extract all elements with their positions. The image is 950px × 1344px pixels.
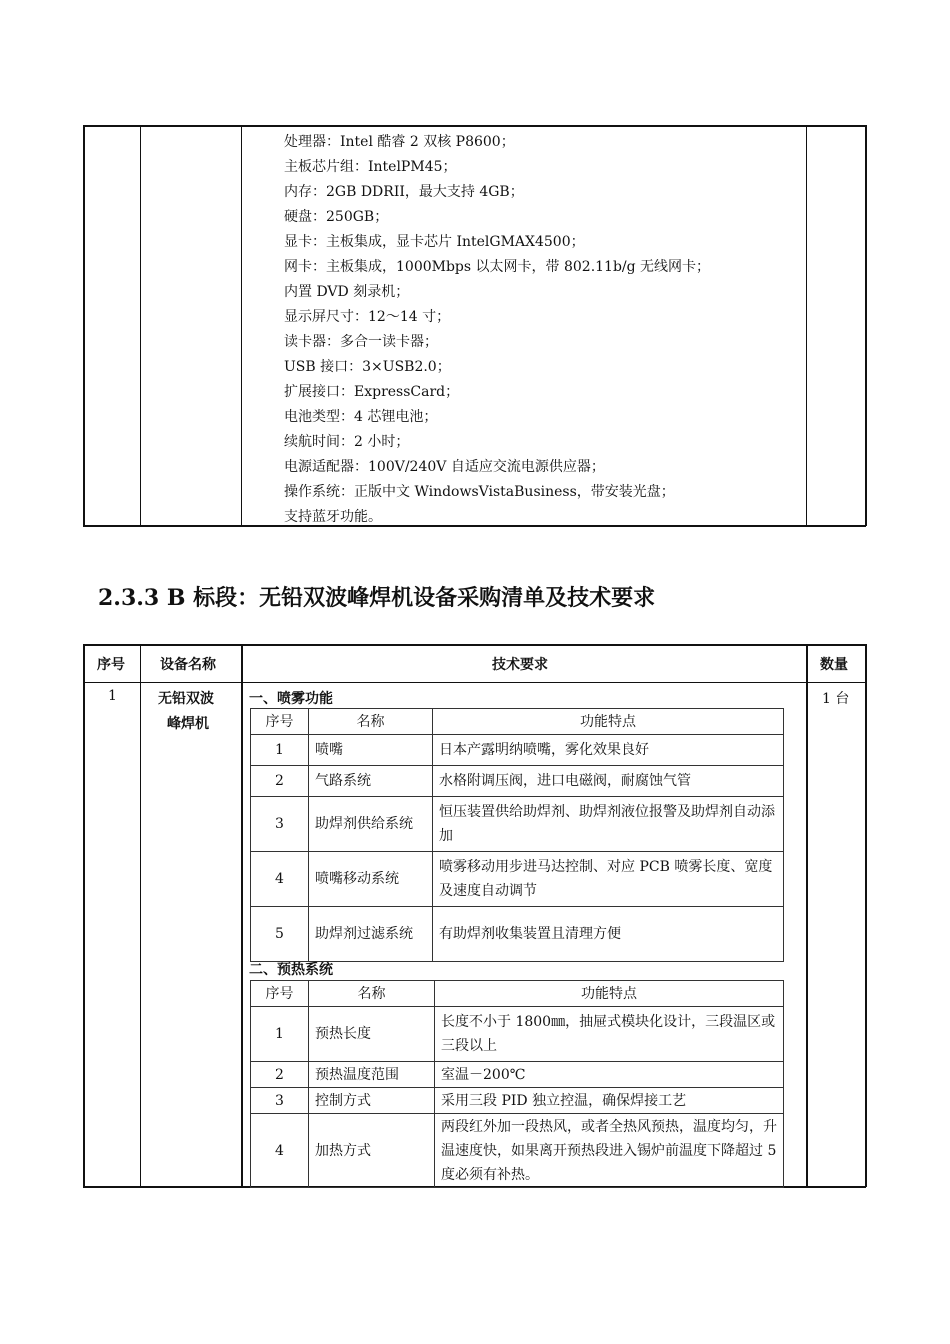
spec-item: 内置 DVD 刻录机；: [284, 284, 410, 300]
cell-seq: 2: [251, 1062, 309, 1088]
device-name-line1: 无铅双波: [158, 691, 214, 707]
section-heading: 2.3.3 B 标段：无铅双波峰焊机设备采购清单及技术要求: [98, 585, 656, 611]
table-row: [251, 1007, 784, 1062]
cell-feature: 两段红外加一段热风，或者全热风预热，温度均匀，升温速度快，如果离开预热段进入锡炉前温度下降超过 5 度必须有补热。: [435, 1114, 784, 1188]
spec-item: 扩展接口：ExpressCard；: [284, 384, 460, 400]
header-tech-requirements: 技术要求: [492, 657, 548, 673]
cell-name: 预热温度范围: [309, 1062, 435, 1088]
cell-name: 加热方式: [309, 1114, 435, 1188]
table-row: [251, 797, 784, 852]
col-name: 名称: [309, 981, 435, 1007]
col-feature: 功能特点: [433, 709, 784, 735]
cell-name: 喷嘴: [309, 735, 433, 766]
laptop-spec-list: [284, 130, 710, 530]
cell-feature: 喷雾移动用步进马达控制、对应 PCB 喷雾长度、宽度及速度自动调节: [433, 852, 784, 907]
spec-item: USB 接口：3×USB2.0；: [284, 359, 451, 375]
spec-item: 显卡：主板集成，显卡芯片 IntelGMAX4500；: [284, 234, 585, 250]
cell-seq: 4: [251, 852, 309, 907]
cell-feature: 日本产露明纳喷嘴，雾化效果良好: [433, 735, 784, 766]
spray-table: [250, 708, 784, 962]
spec-item: 硬盘：250GB；: [284, 209, 389, 225]
cell-feature: 室温－200℃: [435, 1062, 784, 1088]
cell-feature: 有助焊剂收集装置且清理方便: [433, 907, 784, 962]
table-header-row: [251, 709, 784, 735]
col-seq: 序号: [251, 981, 309, 1007]
header-seq: 序号: [97, 657, 125, 673]
cell-name: 助焊剂供给系统: [309, 797, 433, 852]
spec-item: 操作系统：正版中文 WindowsVistaBusiness，带安装光盘；: [284, 484, 675, 500]
table-row: [251, 1088, 784, 1114]
spec-item: 网卡：主板集成，1000Mbps 以太网卡，带 802.11b/g 无线网卡；: [284, 259, 711, 275]
spray-section-title: 一、喷雾功能: [249, 691, 333, 707]
cell-name: 控制方式: [309, 1088, 435, 1114]
cell-name: 预热长度: [309, 1007, 435, 1062]
spec-item: 电池类型：4 芯锂电池；: [284, 409, 438, 425]
cell-name: 气路系统: [309, 766, 433, 797]
spec-item: 处理器：Intel 酷睿 2 双核 P8600；: [284, 134, 515, 150]
cell-name: 喷嘴移动系统: [309, 852, 433, 907]
cell-seq: 1: [251, 735, 309, 766]
spec-item: 读卡器：多合一读卡器；: [284, 334, 438, 350]
header-quantity: 数量: [820, 657, 848, 673]
table-header-row: [251, 981, 784, 1007]
col-feature: 功能特点: [435, 981, 784, 1007]
header-device-name: 设备名称: [160, 657, 216, 673]
cell-feature: 长度不小于 1800㎜，抽屉式模块化设计，三段温区或三段以上: [435, 1007, 784, 1062]
cell-feature: 恒压装置供给助焊剂、助焊剂液位报警及助焊剂自动添加: [433, 797, 784, 852]
cell-seq: 4: [251, 1114, 309, 1188]
cell-seq: 3: [251, 1088, 309, 1114]
col-name: 名称: [309, 709, 433, 735]
spec-item: 支持蓝牙功能。: [284, 509, 382, 525]
spec-item: 电源适配器：100V/240V 自适应交流电源供应器；: [284, 459, 605, 475]
cell-feature: 采用三段 PID 独立控温，确保焊接工艺: [435, 1088, 784, 1114]
cell-feature: 水格附调压阀，进口电磁阀，耐腐蚀气管: [433, 766, 784, 797]
spec-item: 主板芯片组：IntelPM45；: [284, 159, 457, 175]
cell-seq: 3: [251, 797, 309, 852]
table-row: [251, 766, 784, 797]
table-row: [251, 735, 784, 766]
table-row: [251, 852, 784, 907]
spec-item: 续航时间：2 小时；: [284, 434, 410, 450]
row-seq: 1: [108, 688, 117, 704]
cell-name: 助焊剂过滤系统: [309, 907, 433, 962]
table-row: [251, 1114, 784, 1188]
table-row: [251, 907, 784, 962]
cell-seq: 2: [251, 766, 309, 797]
cell-seq: 1: [251, 1007, 309, 1062]
preheat-section-title: 二、预热系统: [249, 962, 333, 978]
col-seq: 序号: [251, 709, 309, 735]
spec-item: 显示屏尺寸：12～14 寸；: [284, 309, 451, 325]
spec-item: 内存：2GB DDRII，最大支持 4GB；: [284, 184, 524, 200]
row-quantity: 1 台: [822, 691, 850, 707]
preheat-table: [250, 980, 784, 1188]
table-row: [251, 1062, 784, 1088]
cell-seq: 5: [251, 907, 309, 962]
device-name-line2: 峰焊机: [167, 716, 209, 732]
